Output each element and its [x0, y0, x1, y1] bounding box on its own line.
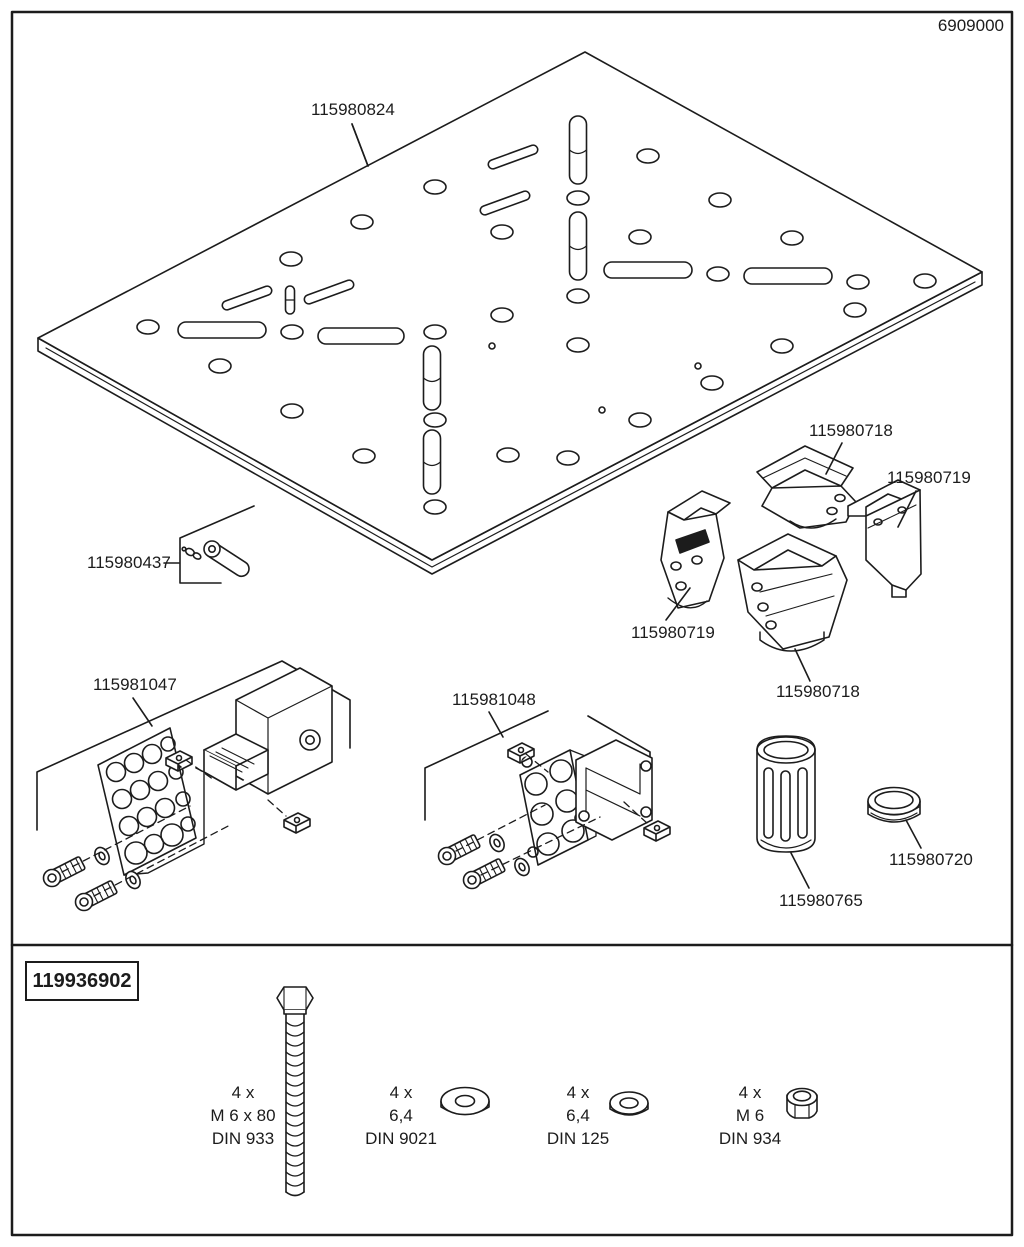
hardware-item-nut — [685, 1081, 815, 1150]
sleeve-part — [757, 736, 815, 888]
side-bracket-right — [848, 480, 921, 597]
hardware-din: DIN 933 — [211, 1129, 275, 1148]
hardware-qty: 4 x — [738, 1083, 762, 1102]
hardware-qty: 4 x — [231, 1083, 255, 1102]
kit-number: 119936902 — [32, 969, 132, 992]
kit-number-box — [25, 961, 139, 1001]
leg-foot-bottom — [738, 534, 847, 681]
assembly-left — [37, 661, 350, 911]
part-label-assembly-left: 115981047 — [93, 675, 177, 694]
hardware-spec: 6,4 — [389, 1106, 413, 1125]
part-label-corner-bracket-top: 115980718 — [809, 421, 893, 440]
hardware-item-washer — [513, 1081, 643, 1150]
hardware-din: DIN 125 — [546, 1129, 610, 1148]
hardware-spec: M 6 x 80 — [210, 1106, 276, 1125]
hardware-din: DIN 9021 — [365, 1129, 437, 1148]
assembly-middle — [425, 711, 670, 889]
hardware-spec: M 6 — [735, 1106, 765, 1125]
hardware-qty: 4 x — [389, 1083, 413, 1102]
part-label-side-bracket-right: 115980719 — [887, 468, 971, 487]
clamp-part — [164, 506, 254, 583]
hardware-din: DIN 934 — [718, 1129, 782, 1148]
part-label-leg-foot-bottom: 115980718 — [776, 682, 860, 701]
hardware-item-large-washer — [336, 1081, 466, 1150]
hardware-spec: 6,4 — [566, 1106, 590, 1125]
part-label-plate: 115980824 — [311, 100, 395, 119]
corner-bracket-top — [757, 443, 856, 528]
part-label-clamp: 115980437 — [87, 553, 171, 572]
side-bracket-left — [661, 491, 730, 620]
plug-part — [868, 788, 921, 849]
hardware-qty: 4 x — [566, 1083, 590, 1102]
part-label-side-bracket-left: 115980719 — [631, 623, 715, 642]
hardware-item-bolt — [178, 1081, 308, 1150]
perforated-plate-left — [98, 728, 204, 875]
frame-housing-middle — [576, 740, 652, 840]
part-label-plug: 115980720 — [889, 850, 973, 869]
part-label-assembly-middle: 115981048 — [452, 690, 536, 709]
leader-lines — [352, 124, 368, 166]
part-label-sleeve: 115980765 — [779, 891, 863, 910]
doc-number: 6909000 — [937, 16, 1004, 35]
